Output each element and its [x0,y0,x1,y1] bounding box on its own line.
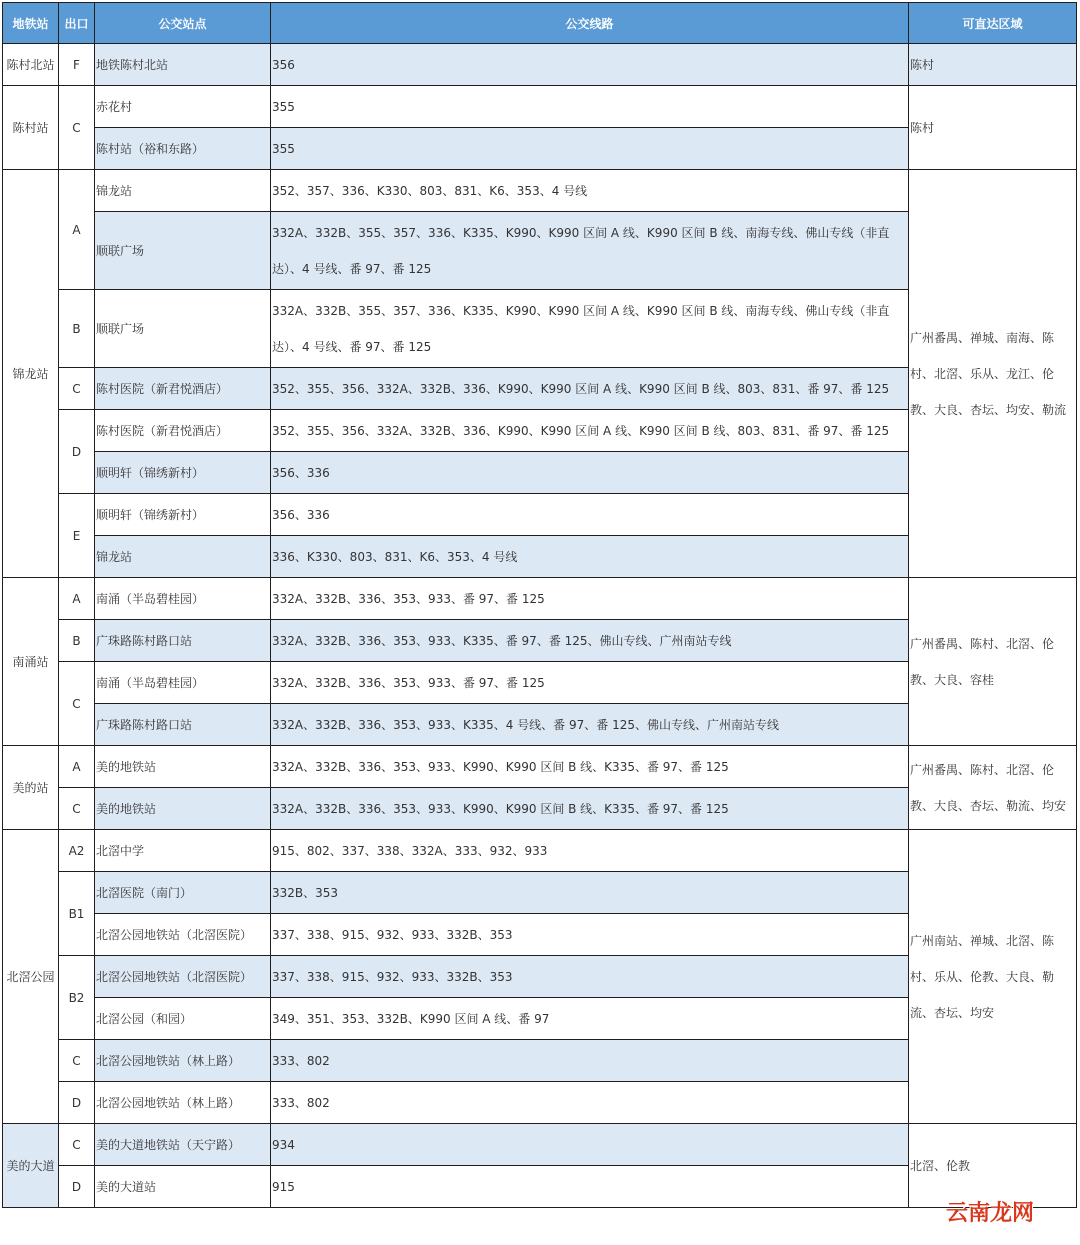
stop-cell: 美的大道地铁站（天宁路） [95,1124,271,1166]
station-cell: 北滘公园 [3,830,59,1124]
routes-cell: 333、802 [271,1082,909,1124]
region-cell: 陈村 [909,44,1077,86]
routes-cell: 332A、332B、336、353、933、K990、K990 区间 B 线、K335、番 97、番 125 [271,746,909,788]
station-cell: 美的站 [3,746,59,830]
stop-cell: 美的大道站 [95,1166,271,1208]
header-row [3,3,1077,44]
stop-cell: 陈村医院（新君悦酒店） [95,410,271,452]
header-exit: 出口 [59,3,95,44]
stop-cell: 北滘公园地铁站（林上路） [95,1040,271,1082]
region-cell: 广州南站、禅城、北滘、陈村、乐从、伦教、大良、勒流、杏坛、均安 [909,830,1077,1124]
routes-cell: 915、802、337、338、332A、333、932、933 [271,830,909,872]
stop-cell: 南涌（半岛碧桂园） [95,578,271,620]
exit-cell: C [59,662,95,746]
station-cell: 陈村站 [3,86,59,170]
station-cell: 陈村北站 [3,44,59,86]
routes-cell: 332A、332B、355、357、336、K335、K990、K990 区间 A 线、K990 区间 B 线、南海专线、佛山专线（非直达）、4 号线、番 97、番 125 [271,290,909,368]
stop-cell: 美的地铁站 [95,788,271,830]
header-region: 可直达区域 [909,3,1077,44]
routes-cell: 332A、332B、355、357、336、K335、K990、K990 区间 A 线、K990 区间 B 线、南海专线、佛山专线（非直达）、4 号线、番 97、番 125 [271,212,909,290]
routes-cell: 332A、332B、336、353、933、K990、K990 区间 B 线、K335、番 97、番 125 [271,788,909,830]
stop-cell: 锦龙站 [95,536,271,578]
stop-cell: 北滘医院（南门） [95,872,271,914]
exit-cell: F [59,44,95,86]
routes-cell: 332A、332B、336、353、933、K335、番 97、番 125、佛山专线、广州南站专线 [271,620,909,662]
routes-cell: 333、802 [271,1040,909,1082]
routes-cell: 355 [271,86,909,128]
table-row [3,170,1077,212]
stop-cell: 美的地铁站 [95,746,271,788]
routes-cell: 332A、332B、336、353、933、K335、4 号线、番 97、番 125、佛山专线、广州南站专线 [271,704,909,746]
stop-cell: 北滘公园地铁站（北滘医院） [95,956,271,998]
stop-cell: 锦龙站 [95,170,271,212]
stop-cell: 顺联广场 [95,290,271,368]
stop-cell: 赤花村 [95,86,271,128]
stop-cell: 陈村医院（新君悦酒店） [95,368,271,410]
exit-cell: B2 [59,956,95,1040]
stop-cell: 广珠路陈村路口站 [95,620,271,662]
routes-cell: 332A、332B、336、353、933、番 97、番 125 [271,578,909,620]
stop-cell: 北滘公园地铁站（北滘医院） [95,914,271,956]
region-cell: 广州番禺、禅城、南海、陈村、北滘、乐从、龙江、伦教、大良、杏坛、均安、勒流 [909,170,1077,578]
stop-cell: 顺明轩（锦绣新村） [95,452,271,494]
table-row [3,830,1077,872]
routes-cell: 356、336 [271,494,909,536]
routes-cell: 934 [271,1124,909,1166]
exit-cell: C [59,1040,95,1082]
table-row [3,1124,1077,1166]
stop-cell: 顺明轩（锦绣新村） [95,494,271,536]
routes-cell: 332B、353 [271,872,909,914]
exit-cell: B1 [59,872,95,956]
header-stop: 公交站点 [95,3,271,44]
bus-route-table [2,2,1077,1208]
exit-cell: D [59,1166,95,1208]
region-cell: 陈村 [909,86,1077,170]
routes-cell: 355 [271,128,909,170]
routes-cell: 352、355、356、332A、332B、336、K990、K990 区间 A 线、K990 区间 B 线、803、831、番 97、番 125 [271,368,909,410]
routes-cell: 356 [271,44,909,86]
exit-cell: C [59,368,95,410]
routes-cell: 352、355、356、332A、332B、336、K990、K990 区间 A 线、K990 区间 B 线、803、831、番 97、番 125 [271,410,909,452]
stop-cell: 陈村站（裕和东路） [95,128,271,170]
exit-cell: A2 [59,830,95,872]
exit-cell: B [59,290,95,368]
stop-cell: 北滘公园（和园） [95,998,271,1040]
table-row [3,578,1077,620]
table-row [3,44,1077,86]
region-cell: 广州番禺、陈村、北滘、伦教、大良、杏坛、勒流、均安 [909,746,1077,830]
exit-cell: A [59,746,95,788]
routes-cell: 349、351、353、332B、K990 区间 A 线、番 97 [271,998,909,1040]
station-cell: 美的大道 [3,1124,59,1208]
routes-cell: 337、338、915、932、933、332B、353 [271,914,909,956]
exit-cell: C [59,788,95,830]
station-cell: 南涌站 [3,578,59,746]
routes-cell: 336、K330、803、831、K6、353、4 号线 [271,536,909,578]
stop-cell: 地铁陈村北站 [95,44,271,86]
exit-cell: A [59,170,95,290]
exit-cell: E [59,494,95,578]
exit-cell: C [59,1124,95,1166]
exit-cell: B [59,620,95,662]
stop-cell: 顺联广场 [95,212,271,290]
watermark-logo: 云南龙网 [946,1201,1035,1226]
exit-cell: D [59,1082,95,1124]
routes-cell: 356、336 [271,452,909,494]
routes-cell: 337、338、915、932、933、332B、353 [271,956,909,998]
stop-cell: 北滘中学 [95,830,271,872]
header-routes: 公交线路 [271,3,909,44]
station-cell: 锦龙站 [3,170,59,578]
routes-cell: 352、357、336、K330、803、831、K6、353、4 号线 [271,170,909,212]
exit-cell: A [59,578,95,620]
routes-cell: 332A、332B、336、353、933、番 97、番 125 [271,662,909,704]
stop-cell: 广珠路陈村路口站 [95,704,271,746]
header-station: 地铁站 [3,3,59,44]
stop-cell: 北滘公园地铁站（林上路） [95,1082,271,1124]
region-cell: 北滘、伦教 [909,1124,1077,1208]
stop-cell: 南涌（半岛碧桂园） [95,662,271,704]
table-row [3,86,1077,128]
exit-cell: D [59,410,95,494]
region-cell: 广州番禺、陈村、北滘、伦教、大良、容桂 [909,578,1077,746]
routes-cell: 915 [271,1166,909,1208]
table-row [3,746,1077,788]
exit-cell: C [59,86,95,170]
